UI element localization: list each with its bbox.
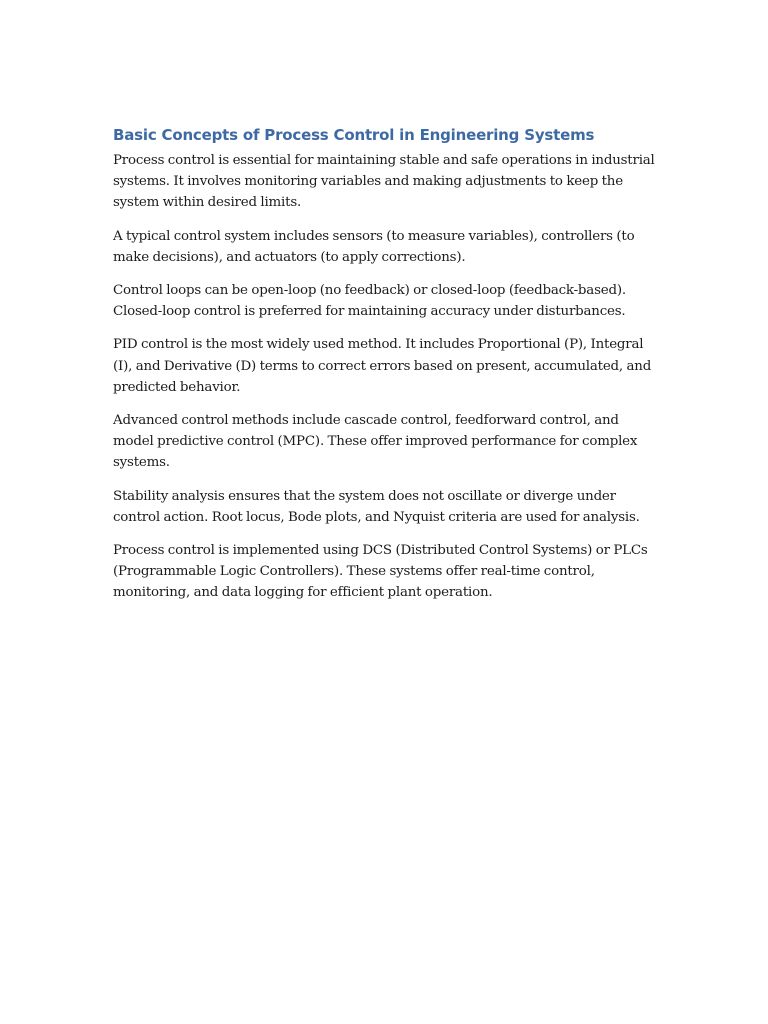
paragraph-stability-analysis: Stability analysis ensures that the system does not oscillate or diverge under control action. Root locus, Bode plots, and Nyquist criteria are used for analysis.: [113, 488, 640, 525]
document-body: [113, 125, 661, 616]
paragraph-pid-control: PID control is the most widely used method. It includes Proportional (P), Integral (I), and Derivative (D) terms to correct errors based on present, accumulated, and predicted behavior.: [113, 337, 652, 395]
paragraph-control-system-components: A typical control system includes sensors (to measure variables), controllers (to make decisions), and actuators (to apply corrections).: [113, 228, 635, 265]
paragraph-implementation: Process control is implemented using DCS (Distributed Control Systems) or PLCs (Programmable Logic Controllers). These systems offer real-time control, monitoring, and data logging for efficient plant operation.: [113, 543, 648, 601]
paragraph-control-loops: Control loops can be open-loop (no feedback) or closed-loop (feedback-based). Closed-loop control is preferred for maintaining accuracy under disturbances.: [113, 283, 626, 320]
paragraph-introduction: Process control is essential for maintaining stable and safe operations in industrial systems. It involves monitoring variables and making adjustments to keep the system within desired limits.: [113, 153, 655, 211]
paragraph-advanced-control: Advanced control methods include cascade control, feedforward control, and model predictive control (MPC). These offer improved performance for complex systems.: [113, 413, 638, 471]
document-title: Basic Concepts of Process Control in Engineering Systems: [113, 126, 595, 144]
